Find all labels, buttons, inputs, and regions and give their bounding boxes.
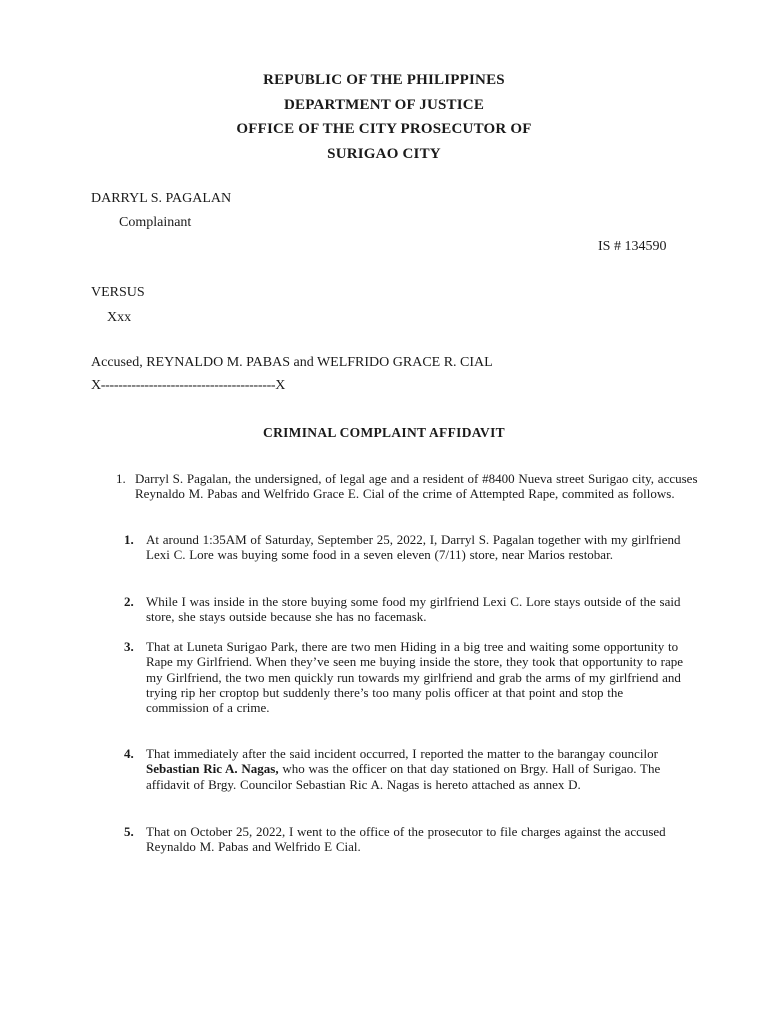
item-paragraph [146,746,686,792]
item-number: 5. [124,824,134,839]
item-text-after: who was the officer on that day stationed on Brgy. Hall of Surigao. The affidavit of Brgy. Councilor Sebastian Ric A. Nagas is hereto attached as annex D. [146,761,661,792]
item-text-before: That immediately after the said incident occurred, I reported the matter to the barangay councilor [146,746,658,761]
header-republic: REPUBLIC OF THE PHILIPPINES [263,72,505,88]
item-paragraph: That on October 25, 2022, I went to the office of the prosecutor to file charges against the accused Reynaldo M. Pabas and Welfrido E Cial. [146,824,666,855]
accused-line: Accused, REYNALDO M. PABAS and WELFRIDO GRACE R. CIAL [91,355,493,370]
document-title: CRIMINAL COMPLAINT AFFIDAVIT [263,425,505,440]
item-paragraph: At around 1:35AM of Saturday, September 25, 2022, I, Darryl S. Pagalan together with my girlfriend Lexi C. Lore was buying some food in a seven eleven (7/11) store, near Marios restobar. [146,532,681,563]
header-city: SURIGAO CITY [327,146,441,162]
item-number: 2. [124,594,134,609]
header-department: DEPARTMENT OF JUSTICE [283,97,485,113]
intro-paragraph: Darryl S. Pagalan, the undersigned, of legal age and a resident of #8400 Nueva street Surigao city, accuses Reynaldo M. Pabas and Welfrido Grace E. Cial of the crime of Attempted Rape, commited as follows. [135,471,698,502]
versus-label: VERSUS [91,285,145,300]
intro-number: 1. [116,471,126,486]
item-number: 1. [124,532,134,547]
complainant-label: Complainant [119,215,192,230]
separator-line: X----------------------------------------X [91,378,286,393]
header-office: OFFICE OF THE CITY PROSECUTOR OF [236,121,532,137]
item-number: 3. [124,639,134,654]
xxx-label: Xxx [107,310,132,325]
item-paragraph: That at Luneta Surigao Park, there are two men Hiding in a big tree and waiting some opportunity to Rape my Girlfriend. When they’ve seen me buying inside the store, they took that opportunity to rape my Girlfriend, the two men quickly run towards my girlfriend and grab the arms of my girlfriend and trying rip her croptop but suddenly there’s too many polis officer at that point and stop the commission of a crime. [146,639,684,716]
case-number: IS # 134590 [598,239,667,254]
complainant-name: DARRYL S. PAGALAN [91,191,232,206]
councilor-name: Sebastian Ric A. Nagas, [146,761,279,777]
item-number: 4. [124,746,134,761]
item-paragraph: While I was inside in the store buying some food my girlfriend Lexi C. Lore stays outside of the said store, she stays outside because she has no facemask. [146,594,681,625]
